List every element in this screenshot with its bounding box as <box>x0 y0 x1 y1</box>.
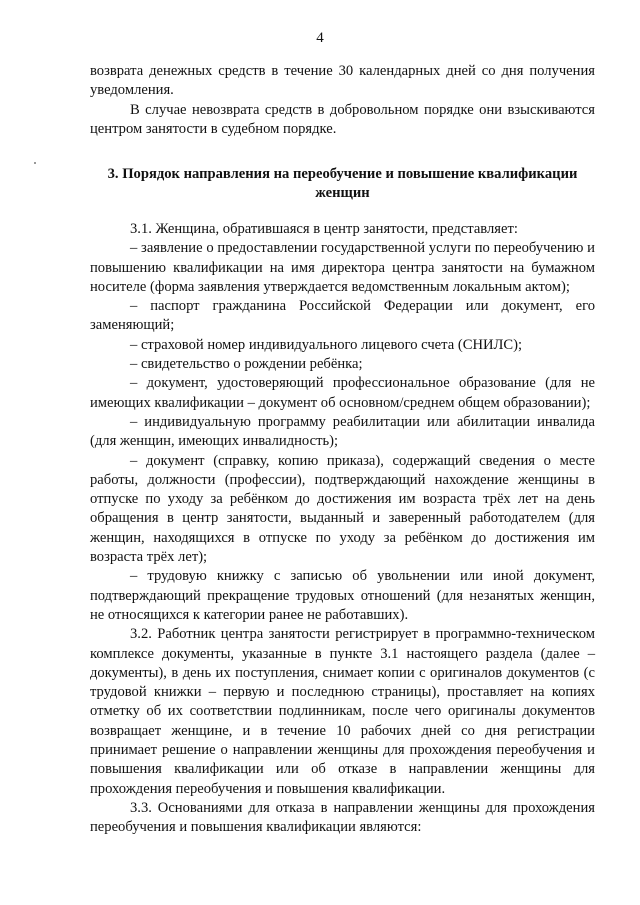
paragraph-3-1: 3.1. Женщина, обратившаяся в центр занятости, представляет: <box>130 221 518 237</box>
list-item-application: – заявление о предоставлении государственной услуги по переобучению и повышению квалификации на имя директора центра занятости на бумажном носителе (форма заявления утверждается ведомственным локальным актом); <box>90 240 595 295</box>
list-item-birth-certificate: – свидетельство о рождении ребёнка; <box>130 356 363 373</box>
top-text-block <box>90 62 595 139</box>
list-item-work-record-book: – трудовую книжку с записью об увольнении или иной документ, подтверждающий прекращение трудовых отношений (для незанятых женщин, не относящихся к категории ранее не работавших). <box>90 568 595 623</box>
list-item-snils: – страховой номер индивидуального лицевого счета (СНИЛС); <box>130 336 523 353</box>
list-item-passport: – паспорт гражданина Российской Федерации или документ, его заменяющий; <box>90 298 595 334</box>
margin-mark <box>34 162 36 164</box>
paragraph-3-3: 3.3. Основаниями для отказа в направлении женщины для прохождения переобучения и повышения квалификации являются: <box>90 799 595 836</box>
paragraph-continuation: возврата денежных средств в течение 30 календарных дней со дня получения уведомления. <box>90 63 595 99</box>
list-item-education-document: – документ, удостоверяющий профессиональное образование (для не имеющих квалификации – документ об основном/среднем общем образовании); <box>90 375 595 411</box>
section-heading: 3. Порядок направления на переобучение и повышение квалификации женщин <box>107 166 578 202</box>
paragraph-3-2: 3.2. Работник центра занятости регистрирует в программно-техническом комплексе документы, указанные в пункте 3.1 настоящего раздела (далее – документы), в день их поступления, снимает копии с оригиналов документов (с трудовой книжки – первую и последнюю страницы), проставляет на копиях отметку об их соответствии подлинникам, после чего оригиналы документов возвращает женщине, и в течение 10 рабочих дней со дня регистрации принимает решение о направлении женщины для прохождения переобучения и повышения квалификации или об отказе в направлении женщины для прохождения переобучения и повышения квалификации. <box>90 626 595 797</box>
page-number: 4 <box>316 30 324 46</box>
list-item-rehabilitation-program: – индивидуальную программу реабилитации или абилитации инвалида (для женщин, имеющих инвалидность); <box>90 413 595 450</box>
list-item-employer-certificate: – документ (справку, копию приказа), содержащий сведения о месте работы, должности (профессии), подтверждающий нахождение женщины в отпуске по уходу за ребёнком до достижения им возраста трёх лет на день обращения в центр занятости, выданный и заверенный работодателем (для женщин, находящихся в отпуске по уходу за ребёнком до достижения им возраста трёх лет); <box>90 452 595 566</box>
paragraph-non-return: В случае невозврата средств в добровольном порядке они взыскиваются центром занятости в судебном порядке. <box>90 101 595 137</box>
section-body <box>90 220 595 838</box>
